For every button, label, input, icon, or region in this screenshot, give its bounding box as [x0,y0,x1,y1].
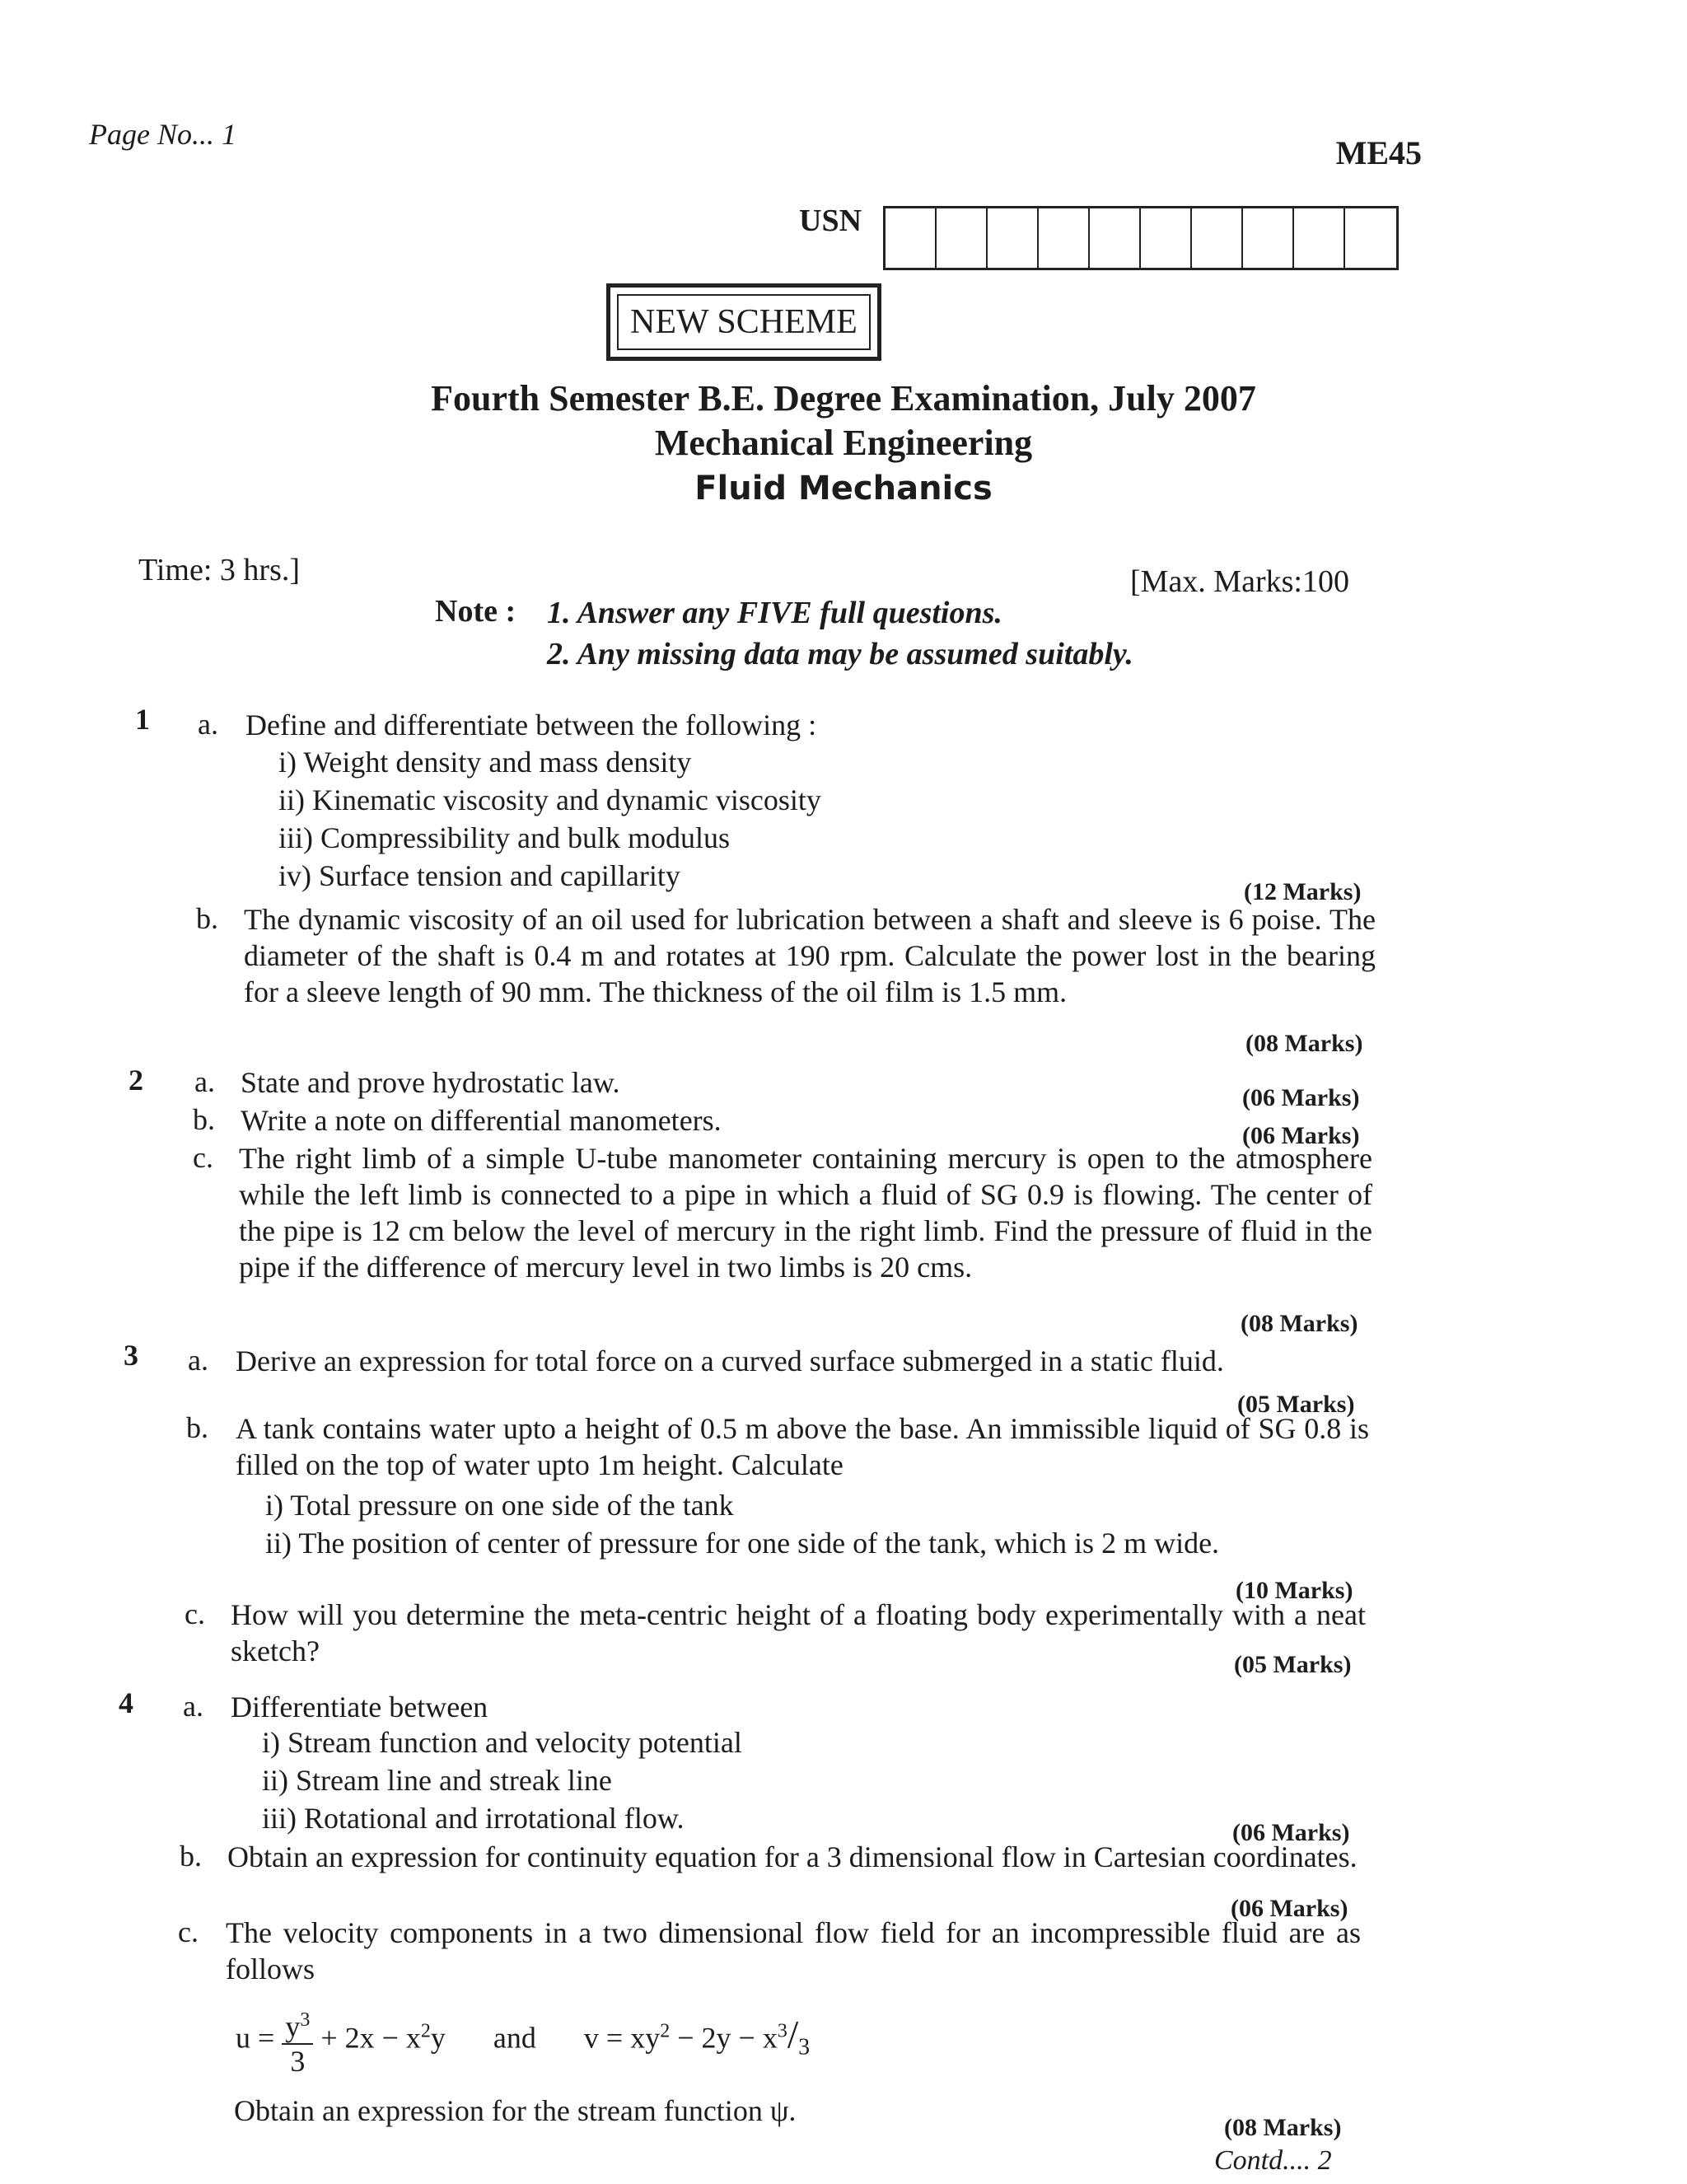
q2c-marks: (08 Marks) [1241,1310,1358,1337]
q3a-label: a. [188,1344,208,1377]
q2b-text: Write a note on differential manometers. [241,1104,722,1137]
q2c-label: c. [193,1141,213,1174]
q1a-item-2: ii) Kinematic viscosity and dynamic viscosity [278,783,821,816]
scheme-label: NEW SCHEME [630,303,858,341]
q2a-marks: (06 Marks) [1242,1084,1360,1111]
question-4-number: 4 [119,1686,133,1719]
note-label: Note : [435,594,516,629]
usn-box [1345,208,1396,268]
eq-v-lhs: v = xy [583,2021,661,2055]
q4c-text: The velocity components in a two dimensional flow field for an incompressible fluid are as follows [226,1916,1361,1985]
q1a-label: a. [198,708,218,741]
scheme-inner-border [617,294,871,350]
q4b-label: b. [180,1840,202,1873]
q3b-label: b. [186,1411,208,1444]
q4a-item-1: i) Stream function and velocity potential [262,1726,742,1759]
continued-note: Contd.... 2 [1214,2145,1332,2176]
eq-v-exp2: 3 [777,2020,787,2042]
question-3-number: 3 [124,1339,138,1372]
note-2: 2. Any missing data may be assumed suitably. [547,637,1133,671]
note-1: 1. Answer any FIVE full questions. [547,596,1002,630]
q4a-text: Differentiate between [231,1691,488,1723]
q3a-text: Derive an expression for total force on a curved surface submerged in a static fluid. [236,1345,1224,1377]
eq-u-lhs: u = [236,2021,275,2055]
eq-and: and [493,2021,536,2055]
scheme-box [606,283,881,361]
exam-title: Fourth Semester B.E. Degree Examination, July 2007 [431,378,1256,419]
q3a-marks: (05 Marks) [1237,1391,1355,1418]
eq-u-num-var: y [285,2010,301,2043]
q4a-marks: (06 Marks) [1232,1819,1350,1846]
page-number: Page No... 1 [89,118,236,151]
question-2-number: 2 [129,1064,143,1097]
eq-v-slash: / [787,2013,799,2057]
usn-box [886,208,937,268]
q2a-text: State and prove hydrostatic law. [241,1066,620,1099]
q1a-item-4: iv) Surface tension and capillarity [278,859,680,892]
eq-u-end: y [430,2021,446,2055]
eq-u-denominator: 3 [290,2045,306,2078]
usn-box [1141,208,1192,268]
question-1-number: 1 [135,703,150,736]
q4a-item-2: ii) Stream line and streak line [262,1764,612,1797]
q1b-label: b. [196,902,218,935]
usn-box [988,208,1039,268]
q1a-text: Define and differentiate between the following : [245,709,817,741]
q1b-marks: (08 Marks) [1245,1030,1363,1057]
usn-box [1294,208,1345,268]
usn-label: USN [799,203,862,238]
eq-u-numerator [282,2004,313,2045]
q3b-marks: (10 Marks) [1236,1577,1353,1604]
q1a-marks: (12 Marks) [1244,878,1362,905]
q3c-marks: (05 Marks) [1234,1651,1352,1678]
eq-v-den: 3 [798,2034,811,2060]
usn-boxes [883,206,1399,270]
time-allowed: Time: 3 hrs.] [138,553,301,587]
paper-code: ME45 [1335,134,1422,171]
eq-v-mid: − 2y − x [670,2021,778,2055]
q3b-item-2: ii) The position of center of pressure for one side of the tank, which is 2 m wide. [265,1527,1220,1560]
usn-box [1090,208,1141,268]
eq-v-exp1: 2 [660,2020,671,2042]
q3c-label: c. [185,1597,205,1630]
q2b-label: b. [193,1103,215,1136]
eq-u-rest: + 2x − x [320,2021,421,2055]
q4a-label: a. [183,1690,203,1723]
q4c-text-2: Obtain an expression for the stream function ψ. [234,2094,797,2127]
q4b-marks: (06 Marks) [1231,1895,1348,1922]
usn-box [1192,208,1243,268]
q4c-marks: (08 Marks) [1224,2114,1342,2141]
usn-box [1243,208,1294,268]
q4b-text: Obtain an expression for continuity equation for a 3 dimensional flow in Cartesian coordinates. [227,1840,1358,1873]
q2b-marks: (06 Marks) [1242,1122,1360,1149]
q1a-item-3: iii) Compressibility and bulk modulus [278,821,730,854]
subject-title: Fluid Mechanics [694,470,993,507]
q4c-label: c. [178,1915,199,1948]
q3b-text: A tank contains water upto a height of 0.5 m above the base. An immissible liquid of SG 0.8 is filled on the top of water upto 1m height. Calculate [236,1412,1369,1481]
q3b-item-1: i) Total pressure on one side of the tank [265,1489,734,1522]
q2c-text: The right limb of a simple U-tube manometer containing mercury is open to the atmosphere while the left limb is connected to a pipe in which a fluid of SG 0.9 is flowing. The center of the pipe is 12 cm below the level of mercury in the right limb. Find the pressure of fluid in the pipe if the difference of mercury level in two limbs is 20 cms. [239,1142,1372,1284]
eq-u-exp: 2 [420,2020,431,2042]
usn-box [937,208,988,268]
max-marks: [Max. Marks:100 [1130,564,1349,599]
q2a-label: a. [194,1065,215,1098]
q1a-item-1: i) Weight density and mass density [278,746,692,779]
eq-u-num-exp: 3 [300,2009,311,2031]
q3c-text: How will you determine the meta-centric height of a floating body experimentally with a neat sketch? [231,1598,1366,1667]
q1b-text: The dynamic viscosity of an oil used for lubrication between a shaft and sleeve is 6 poise. The diameter of the shaft is 0.4 m and rotates at 190 rpm. Calculate the power lost in the bearing for a sleeve length of 90 mm. The thickness of the oil film is 1.5 mm. [244,903,1376,1008]
eq-u-fraction [282,2004,313,2078]
branch-title: Mechanical Engineering [654,423,1033,463]
velocity-equation [236,2004,810,2078]
usn-box [1039,208,1090,268]
q4a-item-3: iii) Rotational and irrotational flow. [262,1802,685,1835]
